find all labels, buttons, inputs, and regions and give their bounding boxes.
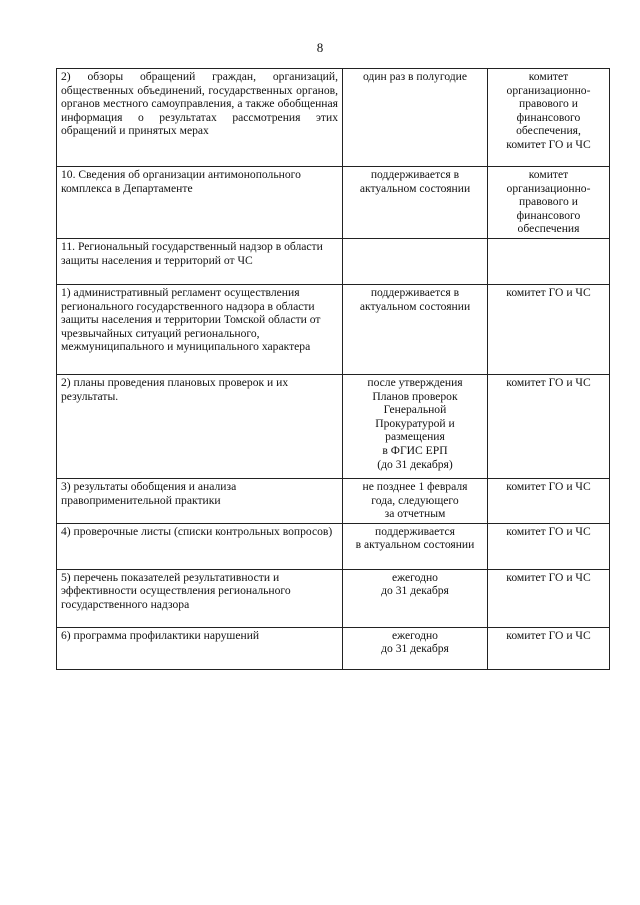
row-responsible xyxy=(488,69,610,167)
row-responsible xyxy=(488,627,610,669)
responsible-line: комитет ГО и ЧС xyxy=(506,570,591,584)
row-responsible xyxy=(488,375,610,479)
deadline-line: в актуальном состоянии xyxy=(355,538,475,552)
row-responsible xyxy=(488,239,610,285)
responsible-line: комитет ГО и ЧС xyxy=(506,628,591,642)
responsible-line: организационно- xyxy=(506,181,591,195)
table-row xyxy=(57,375,610,479)
responsible-line: комитет xyxy=(528,70,569,83)
deadline-line: Прокуратурой и xyxy=(375,416,455,430)
table-row xyxy=(57,569,610,627)
table-row xyxy=(57,627,610,669)
row-description: 1) административный регламент осуществления регионального государственного надзора в области защиты населения и территории Томской области от чрезвычайных ситуаций регионального, межмуниципального и муниципального характера xyxy=(57,285,343,375)
row-description: 10. Сведения об организации антимонопольного комплекса в Департаменте xyxy=(57,167,343,239)
responsible-line: финансового xyxy=(516,208,581,222)
row-deadline xyxy=(343,239,488,285)
responsible-line: комитет ГО и ЧС xyxy=(506,376,591,389)
responsible-line: финансового xyxy=(516,110,581,124)
row-responsible xyxy=(488,479,610,524)
responsible-line: комитет ГО и ЧС xyxy=(506,524,591,538)
row-description: 4) проверочные листы (списки контрольных вопросов) xyxy=(57,523,343,569)
deadline-line: актуальном состоянии xyxy=(359,299,471,313)
section-heading: 11. Региональный государственный надзор в области защиты населения и территорий от ЧС xyxy=(57,239,343,285)
deadline-line: в ФГИС ЕРП xyxy=(382,443,448,457)
row-deadline xyxy=(343,523,488,569)
deadline-line: после утверждения xyxy=(367,376,463,389)
responsible-line: комитет ГО и ЧС xyxy=(506,286,591,299)
responsible-line: комитет ГО и ЧС xyxy=(506,480,591,493)
table-row xyxy=(57,285,610,375)
deadline-line: года, следующего xyxy=(371,493,459,507)
row-description: 2) обзоры обращений граждан, организаций, общественных объединений, государственных органов, органов местного самоуправления, а также обобщенная информация о результатах рассмотрения этих обращений и принятых мерах xyxy=(57,69,343,167)
table-row xyxy=(57,523,610,569)
deadline-line: до 31 декабря xyxy=(381,642,449,656)
document-table xyxy=(56,68,610,670)
deadline-line: Планов проверок xyxy=(372,389,458,403)
responsible-line: обеспечения xyxy=(517,222,580,236)
deadline-line: поддерживается xyxy=(375,524,455,538)
responsible-line: комитет ГО и ЧС xyxy=(506,137,591,151)
responsible-line: обеспечения, xyxy=(516,124,581,138)
row-deadline xyxy=(343,479,488,524)
row-deadline xyxy=(343,375,488,479)
deadline-line: Генеральной xyxy=(383,403,447,417)
row-responsible xyxy=(488,285,610,375)
deadline-line: поддерживается в xyxy=(370,286,460,299)
deadline-line: один раз в полугодие xyxy=(362,70,468,83)
row-responsible xyxy=(488,167,610,239)
row-deadline xyxy=(343,627,488,669)
row-responsible xyxy=(488,523,610,569)
row-deadline xyxy=(343,285,488,375)
deadline-line: размещения xyxy=(385,430,445,444)
row-description: 3) результаты обобщения и анализа правоприменительной практики xyxy=(57,479,343,524)
row-deadline xyxy=(343,167,488,239)
row-deadline xyxy=(343,69,488,167)
deadline-line: актуальном состоянии xyxy=(359,181,471,195)
row-description: 6) программа профилактики нарушений xyxy=(57,627,343,669)
row-deadline xyxy=(343,569,488,627)
table-row xyxy=(57,167,610,239)
deadline-line: до 31 декабря xyxy=(381,584,449,598)
deadline-line: не позднее 1 февраля xyxy=(362,480,468,493)
responsible-line: правового и xyxy=(519,195,578,209)
row-responsible xyxy=(488,569,610,627)
table-row section-header-row xyxy=(57,239,610,285)
deadline-line: ежегодно xyxy=(392,570,438,584)
deadline-line: за отчетным xyxy=(384,507,446,521)
deadline-line: поддерживается в xyxy=(370,168,460,181)
deadline-line: ежегодно xyxy=(392,628,438,642)
table-row xyxy=(57,69,610,167)
responsible-line: комитет xyxy=(528,168,569,181)
responsible-line: правового и xyxy=(519,97,578,111)
deadline-line: (до 31 декабря) xyxy=(377,457,453,471)
table-row xyxy=(57,479,610,524)
page-number: 8 xyxy=(316,40,324,55)
row-description: 2) планы проведения плановых проверок и их результаты. xyxy=(57,375,343,479)
row-description: 5) перечень показателей результативности и эффективности осуществления регионального государственного надзора xyxy=(57,569,343,627)
responsible-line: организационно- xyxy=(506,83,591,97)
